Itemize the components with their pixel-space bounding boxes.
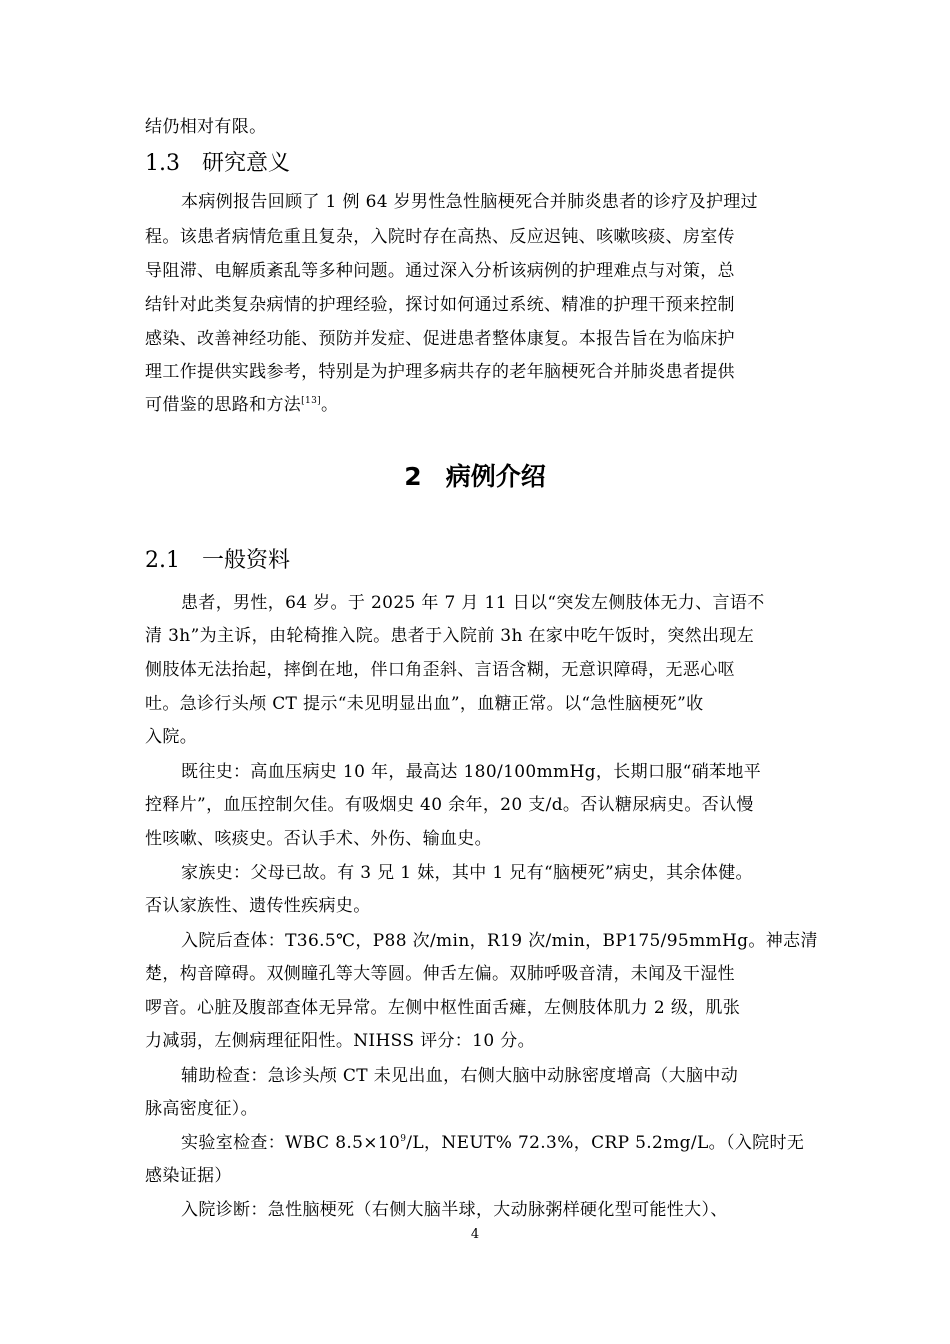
chapter-heading-2: [0, 460, 950, 494]
paragraph-line: 结针对此类复杂病情的护理经验，探讨如何通过系统、精准的护理干预来控制: [145, 295, 735, 315]
citation-13: [13]: [301, 396, 322, 406]
paragraph-line: 患者，男性，64 岁。于 2025 年 7 月 11 日以“突发左侧肢体无力、言语不: [181, 593, 765, 613]
paragraph-line: 结仍相对有限。: [145, 117, 267, 137]
paragraph-line: 性咳嗽、咳痰史。否认手术、外伤、输血史。: [145, 829, 492, 849]
page-number: 4: [470, 1227, 480, 1242]
chapter-number: 2: [404, 462, 422, 491]
paragraph-line: 理工作提供实践参考，特别是为护理多病共存的老年脑梗死合并肺炎患者提供: [145, 362, 735, 382]
paragraph-line: 控释片”，血压控制欠佳。有吸烟史 40 余年，20 支/d。否认糖尿病史。否认慢: [145, 795, 754, 815]
paragraph-line: 侧肢体无法抬起，摔倒在地，伴口角歪斜、言语含糊，无意识障碍，无恶心呕: [145, 660, 735, 680]
section-title: 研究意义: [202, 151, 291, 176]
paragraph-line: 本病例报告回顾了 1 例 64 岁男性急性脑梗死合并肺炎患者的诊疗及护理过: [181, 192, 759, 212]
section-number: 2.1: [145, 548, 180, 573]
chapter-title: 病例介绍: [445, 462, 546, 491]
section-number: 1.3: [145, 151, 180, 176]
paragraph-line: 否认家族性、遗传性疾病史。: [145, 896, 371, 916]
paragraph-line: 感染、改善神经功能、预防并发症、促进患者整体康复。本报告旨在为临床护: [145, 329, 735, 349]
paragraph-line: 导阻滞、电解质紊乱等多种问题。通过深入分析该病例的护理难点与对策，总: [145, 261, 735, 281]
paragraph-line: 家族史：父母已故。有 3 兄 1 妹，其中 1 兄有“脑梗死”病史，其余体健。: [181, 863, 753, 883]
paragraph-line: 入院后查体：T36.5℃，P88 次/min，R19 次/min，BP175/95mmHg。神志清: [181, 931, 818, 951]
paragraph-line: 清 3h”为主诉，由轮椅推入院。患者于入院前 3h 在家中吃午饭时，突然出现左: [145, 626, 755, 646]
paragraph-line: 力减弱，左侧病理征阳性。NIHSS 评分：10 分。: [145, 1031, 535, 1051]
superscript-exponent: 9: [400, 1134, 407, 1144]
paragraph-line: 辅助检查：急诊头颅 CT 未见出血，右侧大脑中动脉密度增高（大脑中动: [181, 1066, 739, 1086]
paragraph-line: 入院诊断：急性脑梗死（右侧大脑半球，大动脉粥样硬化型可能性大）、: [181, 1200, 728, 1220]
section-heading-1-3: [145, 149, 290, 179]
paragraph-line: 感染证据）: [145, 1166, 232, 1186]
paragraph-line: 程。该患者病情危重且复杂，入院时存在高热、反应迟钝、咳嗽咳痰、房室传: [145, 227, 735, 247]
paragraph-line: 楚，构音障碍。双侧瞳孔等大等圆。伸舌左偏。双肺呼吸音清，未闻及干湿性: [145, 964, 735, 984]
paragraph-line: 可借鉴的思路和方法[13]。: [145, 395, 339, 415]
paragraph-line: 入院。: [145, 727, 198, 747]
paragraph-line: 脉高密度征）。: [145, 1099, 258, 1119]
paragraph-line: 既往史：高血压病史 10 年，最高达 180/100mmHg，长期口服“硝苯地平: [181, 762, 762, 782]
paragraph-line: 实验室检查：WBC $8.5\times 10^9/L$，NEUT% 72.3%，CRP 5.2mg/L。（入院时无: [181, 1133, 805, 1153]
paragraph-line: 啰音。心脏及腹部查体无异常。左侧中枢性面舌瘫，左侧肢体肌力 2 级，肌张: [145, 998, 741, 1018]
section-title: 一般资料: [202, 548, 291, 573]
section-heading-2-1: [145, 546, 290, 576]
paragraph-line: 吐。急诊行头颅 CT 提示“未见明显出血”，血糖正常。以“急性脑梗死”收: [145, 694, 704, 714]
